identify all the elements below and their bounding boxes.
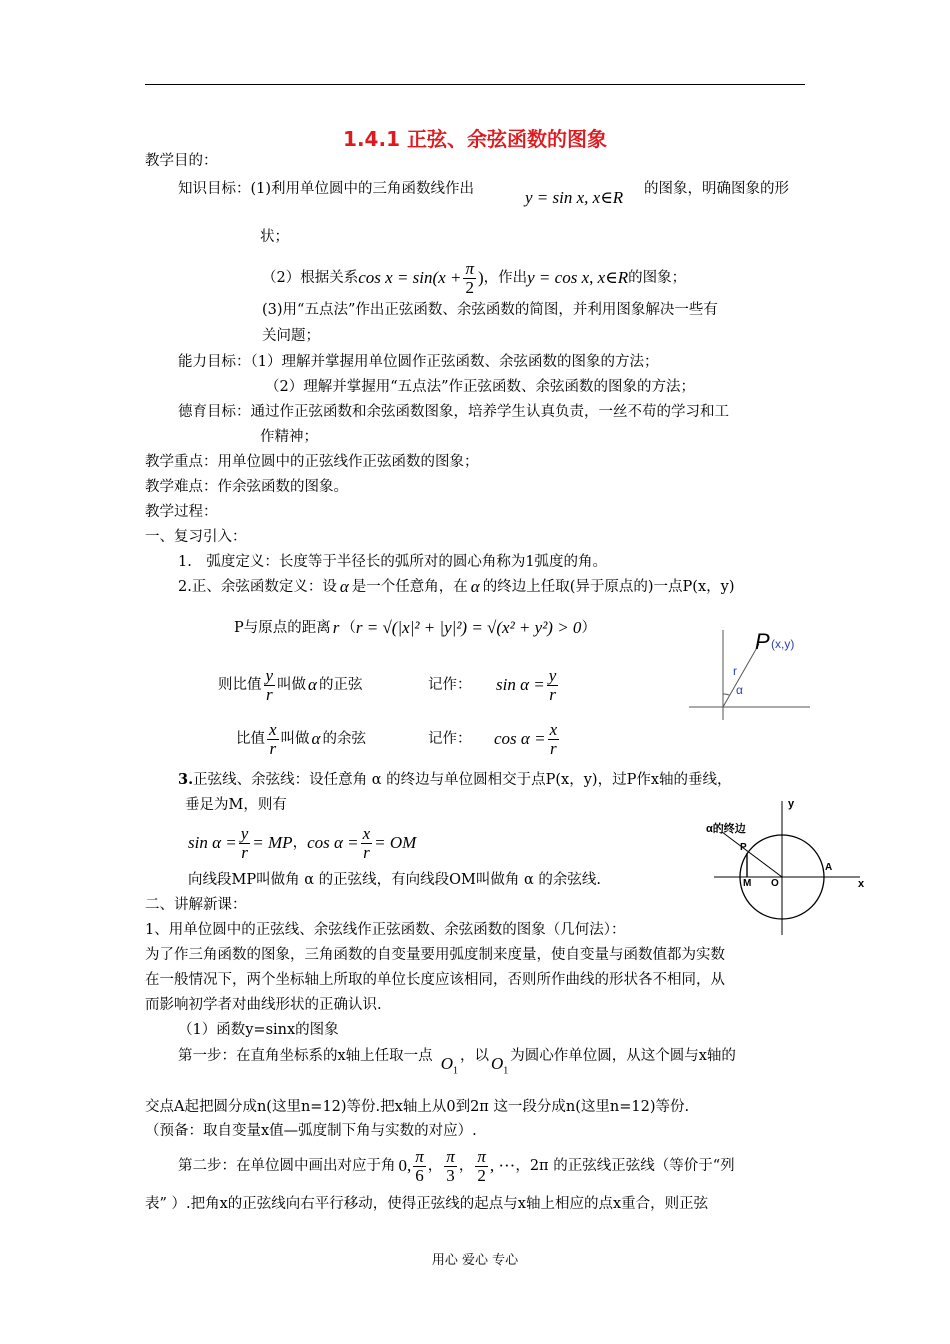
page-title: 1.4.1 正弦、余弦函数的图象 [343,127,607,151]
point-coords-label: (x,y) [771,637,795,651]
section1-item3: 3.正弦线、余弦线：设任意角 α 的终边与单位圆相交于点P(x，y)，过P作x轴的垂线， [178,771,732,788]
knowledge-item2-pre: （2）根据关系 [262,270,359,286]
origin-label: O [771,878,779,889]
radius-label: r [733,664,737,678]
knowledge-item3-line2: 关问题； [262,328,320,344]
moral-label: 德育目标： [178,404,251,420]
knowledge-item2-post: 的图象； [628,270,687,286]
knowledge-item1-pre: (1)利用单位圆中的三角函数线作出 [250,181,475,197]
knowledge-item2-mid: ，作出 [483,270,528,286]
alpha-symbol: α [470,577,480,596]
alpha-label: α [736,683,743,697]
ability-line-1 [178,352,658,372]
step2-line2: 表” ）.把角x的正弦线向右平行移动，使得正弦线的起点与x轴上相应的点x重合，则正弦 [145,1196,709,1212]
angle-arc [723,694,729,695]
point-p-label: P [740,842,747,853]
angle-figure [685,622,815,722]
sine-formula: sin α = $\frac{y}{r}$ [496,665,557,704]
moral-line1: 通过作正弦函数和余弦函数图象，培养学生认真负责，一丝不苟的学习和工 [250,404,729,420]
cosine-note-label: 记作： [428,731,472,747]
cosine-formula: cos α = $\frac{x}{r}$ [494,719,558,758]
section1-item2: 2.正、余弦函数定义：设 α 是一个任意角，在 α 的终边上任取(异于原点的)一点P(x，y) [178,577,735,596]
page-footer: 用心 爱心 专心 [431,1253,519,1268]
formula-y-cos: y = cos x, x∈R [527,268,629,287]
knowledge-line-1 [178,179,474,199]
section2-para1-line1: 为了作三角函数的图象，三角函数的自变量要用弧度制来度量，使自变量与函数值都为实数 [145,947,725,963]
ability-label: 能力目标： [178,354,251,370]
section2-para1-line2: 在一般情况下，两个坐标轴上所取的单位长度应该相同，否则所作曲线的形状各不相同，从 [145,972,725,988]
sine-cosine-line-formula: sin α = $\frac{y}{r}$ = MP ， cos α = $\frac{x}{r}$ = OM [188,823,417,862]
cosine-definition: 比值 $\frac{x}{r}$ 叫做 α 的余弦 [236,719,366,758]
process-heading: 教学过程： [145,504,218,520]
ability-item1: （1）理解并掌握用单位圆作正弦函数、余弦函数的图象的方法； [250,354,659,370]
knowledge-item1-post: 的图象，明确图象的形 [644,181,789,197]
fraction-pi-over-2: $\frac{\pi}{2}$ [465,258,474,297]
fraction-y-over-r: $\frac{y}{r}$ [265,665,274,704]
point-m-label: M [743,878,752,889]
o1-symbol: $O_1$ [440,1054,458,1077]
knowledge-line-2: （2）根据关系 cos x = sin(x + $\frac{\pi}{2}$ ) ，作出 y = cos x, x∈R 的图象； [262,258,687,297]
point-a-label: A [825,862,833,873]
terminal-side [722,832,782,877]
ability-item2: （2）理解并掌握用“五点法”作正弦函数、余弦函数的图象的方法； [265,379,696,395]
section1-item3-line3: 向线段MP叫做角 α 的正弦线，有向线段OM叫做角 α 的余弦线. [188,872,601,888]
terminal-side [723,644,759,707]
y-axis-label: y [788,798,795,810]
point-p-label: P [755,629,770,654]
x-axis-label: x [858,878,865,890]
fraction-x-over-r: $\frac{x}{r}$ [269,719,277,758]
sine-note-label: 记作： [428,677,472,693]
section2-heading: 二、讲解新课： [145,897,247,913]
section2-sub1: （1）函数y=sinx的图象 [178,1022,339,1038]
knowledge-item3-line1: (3)用“五点法”作出正弦函数、余弦函数的简图，并利用图象解决一些有 [262,302,718,318]
o1-symbol: $O_1$ [490,1054,509,1077]
knowledge-item1-cont: 状； [260,229,289,245]
key-point: 教学重点：用单位圆中的正弦线作正弦函数的图象； [145,454,479,470]
difficulty: 教学难点：作余弦函数的图象。 [145,479,348,495]
section2-para1-line3: 而影响初学者对曲线形状的正确认识. [145,997,382,1013]
distance-formula: r = √(|x|² + |y|²) = √(x² + y²) > 0 [355,618,582,637]
step1-line1: 第一步：在直角坐标系的x轴上任取一点 $O_1$ ，以 $O_1$ 为圆心作单位圆，从这个圆与x轴的 [178,1046,736,1081]
step2-line1: 第二步：在单位圆中画出对应于角 0, $\frac{\pi}{6}$ ， $\frac{\pi}{3}$ ， $\frac{\pi}{2}$ , ··· ，2π 的正弦线正弦线（等价于“列 [178,1146,735,1185]
formula-y-sin: y = sin x, x∈R [525,188,624,207]
distance-line: P与原点的距离 r （ r = √(|x|² + |y|²) = √(x² + y²) > 0 ） [234,618,596,637]
terminal-side-label: α的终边 [706,823,746,835]
knowledge-label: 知识目标： [178,181,251,197]
step1-line2: 交点A起把圆分成n(这里n=12)等份.把x轴上从0到2π 这一段分成n(这里n=12)等份. [145,1099,690,1115]
alpha-symbol: α [339,577,349,596]
moral-line-1 [178,402,729,422]
moral-line2: 作精神； [260,429,318,445]
header-rule [145,84,805,85]
section1-heading: 一、复习引入： [145,529,247,545]
section1-item3-line2: 垂足为M，则有 [185,797,287,813]
section1-item1: 1. 弧度定义：长度等于半径长的弧所对的圆心角称为1弧度的角。 [178,554,608,570]
sine-definition: 则比值 $\frac{y}{r}$ 叫做 α 的正弦 [218,665,363,704]
section2-item1: 1、用单位圆中的正弦线、余弦线作正弦函数、余弦函数的图象（几何法）： [145,922,626,938]
formula-cos-sin: cos x = sin(x + [358,268,462,287]
step1-line3: （预备：取自变量x值—弧度制下角与实数的对应）. [145,1123,477,1139]
goals-heading: 教学目的： [145,153,218,169]
unit-circle-figure [700,795,870,937]
